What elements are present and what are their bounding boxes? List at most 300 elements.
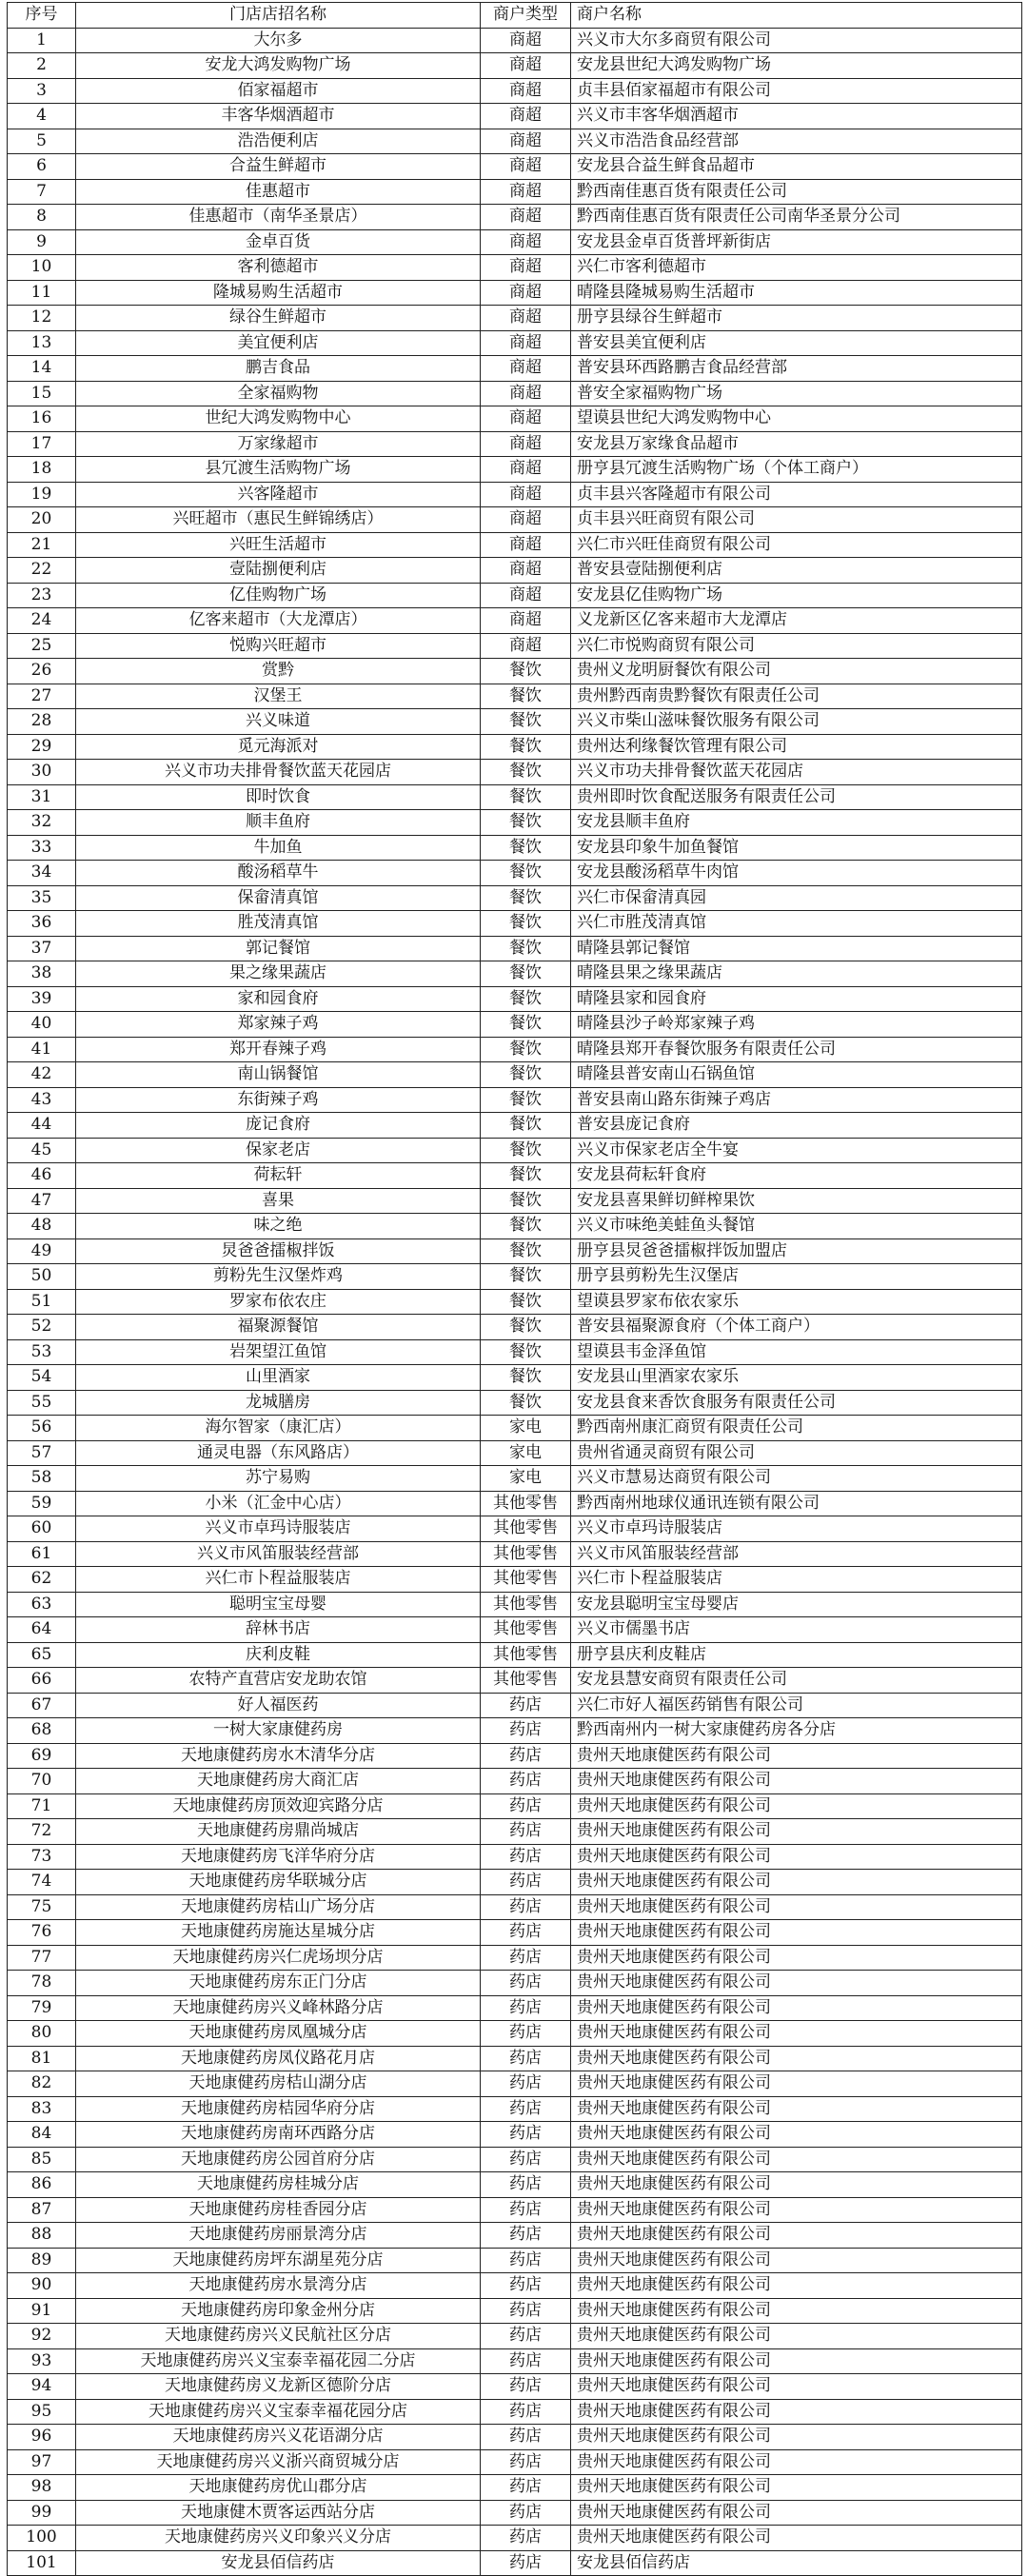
table-row bbox=[8, 1769, 1022, 1794]
store-sign-name: 大尔多 bbox=[76, 28, 481, 53]
row-index: 32 bbox=[8, 810, 76, 836]
merchant-type: 药店 bbox=[481, 2273, 571, 2299]
store-sign-name: 鹏吉食品 bbox=[76, 356, 481, 382]
store-sign-name: 郑开春辣子鸡 bbox=[76, 1037, 481, 1062]
store-sign-name: 合益生鲜超市 bbox=[76, 154, 481, 180]
store-sign-name: 剪粉先生汉堡炸鸡 bbox=[76, 1264, 481, 1290]
row-index: 14 bbox=[8, 356, 76, 382]
store-sign-name: 浩浩便利店 bbox=[76, 129, 481, 154]
table-row bbox=[8, 457, 1022, 483]
store-sign-name: 赏黔 bbox=[76, 659, 481, 684]
merchant-name: 兴义市卓玛诗服装店 bbox=[571, 1516, 1022, 1542]
table-row bbox=[8, 1466, 1022, 1492]
merchant-type: 其他零售 bbox=[481, 1592, 571, 1617]
table-row bbox=[8, 532, 1022, 558]
store-sign-name: 通灵电器（东风路店） bbox=[76, 1440, 481, 1466]
table-header-row bbox=[8, 3, 1022, 29]
table-row bbox=[8, 2172, 1022, 2198]
store-sign-name: 天地康健药房桔山广场分店 bbox=[76, 1894, 481, 1920]
row-index: 48 bbox=[8, 1214, 76, 1239]
row-index: 76 bbox=[8, 1920, 76, 1946]
merchant-type: 药店 bbox=[481, 2374, 571, 2400]
merchant-type: 商超 bbox=[481, 179, 571, 205]
row-index: 88 bbox=[8, 2223, 76, 2249]
table-row bbox=[8, 229, 1022, 255]
row-index: 61 bbox=[8, 1541, 76, 1567]
merchant-type: 餐饮 bbox=[481, 684, 571, 709]
table-row bbox=[8, 1188, 1022, 1214]
merchant-name: 望谟县韦金泽鱼馆 bbox=[571, 1339, 1022, 1365]
merchant-type: 药店 bbox=[481, 2147, 571, 2172]
row-index: 82 bbox=[8, 2071, 76, 2097]
table-row bbox=[8, 861, 1022, 886]
merchant-type: 餐饮 bbox=[481, 911, 571, 937]
merchant-type: 药店 bbox=[481, 1769, 571, 1794]
row-index: 4 bbox=[8, 104, 76, 129]
table-row bbox=[8, 381, 1022, 406]
merchant-name: 贵州天地康健医药有限公司 bbox=[571, 1995, 1022, 2021]
merchant-type: 药店 bbox=[481, 1945, 571, 1971]
merchant-type: 药店 bbox=[481, 2500, 571, 2526]
store-sign-name: 兴仁市卜程益服装店 bbox=[76, 1567, 481, 1593]
store-sign-name: 兴义市卓玛诗服装店 bbox=[76, 1516, 481, 1542]
table-row bbox=[8, 1138, 1022, 1163]
merchant-type: 餐饮 bbox=[481, 835, 571, 861]
table-row bbox=[8, 2348, 1022, 2374]
table-row bbox=[8, 431, 1022, 457]
row-index: 94 bbox=[8, 2374, 76, 2400]
store-sign-name: 亿佳购物广场 bbox=[76, 583, 481, 608]
merchant-type: 其他零售 bbox=[481, 1617, 571, 1643]
row-index: 18 bbox=[8, 457, 76, 483]
table-row bbox=[8, 1390, 1022, 1416]
merchant-name: 兴仁市胜茂清真馆 bbox=[571, 911, 1022, 937]
merchant-name: 安龙县金卓百货普坪新街店 bbox=[571, 229, 1022, 255]
merchant-name: 兴义市味绝美蛙鱼头餐馆 bbox=[571, 1214, 1022, 1239]
merchant-name: 贵州天地康健医药有限公司 bbox=[571, 2399, 1022, 2425]
table-row bbox=[8, 1945, 1022, 1971]
header-store-sign-name: 门店店招名称 bbox=[76, 3, 481, 29]
store-sign-name: 天地康健药房施达星城分店 bbox=[76, 1920, 481, 1946]
row-index: 90 bbox=[8, 2273, 76, 2299]
table-row bbox=[8, 583, 1022, 608]
table-row bbox=[8, 2223, 1022, 2249]
row-index: 2 bbox=[8, 53, 76, 79]
merchant-type: 餐饮 bbox=[481, 1390, 571, 1416]
table-row bbox=[8, 1440, 1022, 1466]
merchant-name: 晴隆县隆城易购生活超市 bbox=[571, 280, 1022, 306]
merchant-name: 兴义市慧易达商贸有限公司 bbox=[571, 1466, 1022, 1492]
merchant-name: 贞丰县兴客隆超市有限公司 bbox=[571, 482, 1022, 507]
store-sign-name: 绿谷生鲜超市 bbox=[76, 306, 481, 331]
merchant-name: 贵州天地康健医药有限公司 bbox=[571, 1844, 1022, 1870]
merchant-type: 餐饮 bbox=[481, 1087, 571, 1113]
merchant-name: 望谟县罗家布依农家乐 bbox=[571, 1289, 1022, 1315]
table-row bbox=[8, 1365, 1022, 1391]
store-sign-name: 佳惠超市（南华圣景店） bbox=[76, 205, 481, 230]
row-index: 91 bbox=[8, 2298, 76, 2324]
merchant-name: 兴仁市客利德超市 bbox=[571, 255, 1022, 281]
row-index: 69 bbox=[8, 1743, 76, 1769]
row-index: 63 bbox=[8, 1592, 76, 1617]
store-sign-name: 壹陆捌便利店 bbox=[76, 558, 481, 584]
store-sign-name: 天地康健木贾客运西站分店 bbox=[76, 2500, 481, 2526]
merchant-name: 贵州天地康健医药有限公司 bbox=[571, 1945, 1022, 1971]
table-row bbox=[8, 1037, 1022, 1062]
merchant-type: 药店 bbox=[481, 2248, 571, 2273]
merchant-name: 晴隆县家和园食府 bbox=[571, 986, 1022, 1012]
merchant-name: 黔西南州地球仪通讯连锁有限公司 bbox=[571, 1491, 1022, 1516]
merchant-type: 商超 bbox=[481, 28, 571, 53]
merchant-name: 贵州天地康健医药有限公司 bbox=[571, 2526, 1022, 2551]
store-sign-name: 天地康健药房凤仪路花月店 bbox=[76, 2046, 481, 2071]
row-index: 13 bbox=[8, 330, 76, 356]
row-index: 21 bbox=[8, 532, 76, 558]
merchant-type: 药店 bbox=[481, 1844, 571, 1870]
merchant-name: 普安全家福购物广场 bbox=[571, 381, 1022, 406]
table-row bbox=[8, 2425, 1022, 2450]
store-sign-name: 全家福购物 bbox=[76, 381, 481, 406]
merchant-type: 餐饮 bbox=[481, 1138, 571, 1163]
merchant-name: 安龙县合益生鲜食品超市 bbox=[571, 154, 1022, 180]
merchant-type: 家电 bbox=[481, 1416, 571, 1441]
merchant-table bbox=[7, 2, 1022, 2576]
store-sign-name: 天地康健药房印象金州分店 bbox=[76, 2298, 481, 2324]
merchant-name: 贵州天地康健医药有限公司 bbox=[571, 2046, 1022, 2071]
store-sign-name: 山里酒家 bbox=[76, 1365, 481, 1391]
merchant-type: 商超 bbox=[481, 482, 571, 507]
merchant-type: 药店 bbox=[481, 1743, 571, 1769]
store-sign-name: 即时饮食 bbox=[76, 784, 481, 810]
store-sign-name: 果之缘果蔬店 bbox=[76, 961, 481, 987]
table-row bbox=[8, 2324, 1022, 2349]
store-sign-name: 罗家布依农庄 bbox=[76, 1289, 481, 1315]
store-sign-name: 安龙县佰信药店 bbox=[76, 2550, 481, 2576]
row-index: 97 bbox=[8, 2449, 76, 2475]
store-sign-name: 天地康健药房凤凰城分店 bbox=[76, 2021, 481, 2047]
merchant-type: 药店 bbox=[481, 2197, 571, 2223]
merchant-type: 药店 bbox=[481, 1870, 571, 1895]
store-sign-name: 味之绝 bbox=[76, 1214, 481, 1239]
merchant-type: 药店 bbox=[481, 2122, 571, 2148]
merchant-type: 餐饮 bbox=[481, 1289, 571, 1315]
store-sign-name: 天地康健药房兴仁虎场坝分店 bbox=[76, 1945, 481, 1971]
store-sign-name: 牛加鱼 bbox=[76, 835, 481, 861]
merchant-name: 贵州天地康健医药有限公司 bbox=[571, 1793, 1022, 1819]
merchant-name: 贵州天地康健医药有限公司 bbox=[571, 2248, 1022, 2273]
row-index: 28 bbox=[8, 709, 76, 735]
store-sign-name: 小米（汇金中心店） bbox=[76, 1491, 481, 1516]
row-index: 52 bbox=[8, 1315, 76, 1340]
row-index: 83 bbox=[8, 2096, 76, 2122]
row-index: 40 bbox=[8, 1012, 76, 1038]
store-sign-name: 喜果 bbox=[76, 1188, 481, 1214]
merchant-name: 贵州天地康健医药有限公司 bbox=[571, 2475, 1022, 2501]
row-index: 46 bbox=[8, 1163, 76, 1189]
store-sign-name: 荷耘轩 bbox=[76, 1163, 481, 1189]
merchant-type: 商超 bbox=[481, 608, 571, 634]
table-row bbox=[8, 1087, 1022, 1113]
merchant-name: 黔西南佳惠百货有限责任公司 bbox=[571, 179, 1022, 205]
store-sign-name: 天地康健药房东正门分店 bbox=[76, 1971, 481, 1996]
store-sign-name: 天地康健药房桔山湖分店 bbox=[76, 2071, 481, 2097]
row-index: 35 bbox=[8, 885, 76, 911]
merchant-type: 家电 bbox=[481, 1440, 571, 1466]
row-index: 81 bbox=[8, 2046, 76, 2071]
row-index: 54 bbox=[8, 1365, 76, 1391]
merchant-type: 商超 bbox=[481, 457, 571, 483]
merchant-type: 药店 bbox=[481, 1693, 571, 1718]
row-index: 11 bbox=[8, 280, 76, 306]
row-index: 101 bbox=[8, 2550, 76, 2576]
merchant-type: 餐饮 bbox=[481, 659, 571, 684]
merchant-name: 安龙县喜果鲜切鲜榨果饮 bbox=[571, 1188, 1022, 1214]
row-index: 70 bbox=[8, 1769, 76, 1794]
store-sign-name: 天地康健药房坪东湖星苑分店 bbox=[76, 2248, 481, 2273]
store-sign-name: 天地康健药房兴义浙兴商贸城分店 bbox=[76, 2449, 481, 2475]
merchant-type: 餐饮 bbox=[481, 1315, 571, 1340]
table-row bbox=[8, 1339, 1022, 1365]
merchant-name: 兴义市大尔多商贸有限公司 bbox=[571, 28, 1022, 53]
table-row bbox=[8, 1567, 1022, 1593]
table-row bbox=[8, 1062, 1022, 1088]
merchant-name: 兴义市浩浩食品经营部 bbox=[571, 129, 1022, 154]
table-row bbox=[8, 1238, 1022, 1264]
merchant-name: 安龙县佰信药店 bbox=[571, 2550, 1022, 2576]
merchant-type: 药店 bbox=[481, 2475, 571, 2501]
table-row bbox=[8, 78, 1022, 104]
table-row bbox=[8, 911, 1022, 937]
merchant-type: 商超 bbox=[481, 633, 571, 659]
store-sign-name: 东街辣子鸡 bbox=[76, 1087, 481, 1113]
merchant-name: 贵州义龙明厨餐饮有限公司 bbox=[571, 659, 1022, 684]
merchant-type: 餐饮 bbox=[481, 885, 571, 911]
row-index: 49 bbox=[8, 1238, 76, 1264]
row-index: 67 bbox=[8, 1693, 76, 1718]
merchant-type: 商超 bbox=[481, 129, 571, 154]
merchant-name: 普安县壹陆捌便利店 bbox=[571, 558, 1022, 584]
merchant-name: 兴义市儒墨书店 bbox=[571, 1617, 1022, 1643]
row-index: 74 bbox=[8, 1870, 76, 1895]
store-sign-name: 天地康健药房华联城分店 bbox=[76, 1870, 481, 1895]
merchant-type: 餐饮 bbox=[481, 1012, 571, 1038]
row-index: 45 bbox=[8, 1138, 76, 1163]
merchant-type: 药店 bbox=[481, 1995, 571, 2021]
store-sign-name: 悦购兴旺超市 bbox=[76, 633, 481, 659]
table-row bbox=[8, 2449, 1022, 2475]
row-index: 58 bbox=[8, 1466, 76, 1492]
merchant-name: 贵州天地康健医药有限公司 bbox=[571, 2071, 1022, 2097]
table-row bbox=[8, 1012, 1022, 1038]
table-row bbox=[8, 1793, 1022, 1819]
table-row bbox=[8, 2273, 1022, 2299]
store-sign-name: 佳惠超市 bbox=[76, 179, 481, 205]
row-index: 8 bbox=[8, 205, 76, 230]
merchant-type: 商超 bbox=[481, 280, 571, 306]
row-index: 96 bbox=[8, 2425, 76, 2450]
merchant-type: 餐饮 bbox=[481, 760, 571, 785]
table-row bbox=[8, 936, 1022, 961]
row-index: 23 bbox=[8, 583, 76, 608]
merchant-type: 药店 bbox=[481, 1920, 571, 1946]
store-sign-name: 天地康健药房水景湾分店 bbox=[76, 2273, 481, 2299]
merchant-type: 药店 bbox=[481, 2021, 571, 2047]
table-row bbox=[8, 1642, 1022, 1668]
store-sign-name: 天地康健药房鼎尚城店 bbox=[76, 1819, 481, 1845]
store-sign-name: 天地康健药房兴义民航社区分店 bbox=[76, 2324, 481, 2349]
table-row bbox=[8, 2399, 1022, 2425]
row-index: 29 bbox=[8, 734, 76, 760]
table-row bbox=[8, 885, 1022, 911]
merchant-type: 商超 bbox=[481, 356, 571, 382]
merchant-name: 安龙县万家缘食品超市 bbox=[571, 431, 1022, 457]
store-sign-name: 兴义市风笛服装经营部 bbox=[76, 1541, 481, 1567]
merchant-name: 贵州天地康健医药有限公司 bbox=[571, 2021, 1022, 2047]
row-index: 39 bbox=[8, 986, 76, 1012]
store-sign-name: 兴旺超市（惠民生鲜锦绣店） bbox=[76, 507, 481, 533]
row-index: 100 bbox=[8, 2526, 76, 2551]
merchant-type: 商超 bbox=[481, 507, 571, 533]
row-index: 15 bbox=[8, 381, 76, 406]
merchant-type: 餐饮 bbox=[481, 1037, 571, 1062]
row-index: 73 bbox=[8, 1844, 76, 1870]
store-sign-name: 天地康健药房兴义宝泰幸福花园分店 bbox=[76, 2399, 481, 2425]
merchant-type: 药店 bbox=[481, 1819, 571, 1845]
table-row bbox=[8, 1718, 1022, 1744]
row-index: 5 bbox=[8, 129, 76, 154]
merchant-name: 安龙县顺丰鱼府 bbox=[571, 810, 1022, 836]
merchant-name: 普安县环西路鹏吉食品经营部 bbox=[571, 356, 1022, 382]
merchant-name: 普安县庞记食府 bbox=[571, 1113, 1022, 1139]
merchant-name: 安龙县荷耘轩食府 bbox=[571, 1163, 1022, 1189]
merchant-name: 安龙县亿佳购物广场 bbox=[571, 583, 1022, 608]
row-index: 60 bbox=[8, 1516, 76, 1542]
store-sign-name: 安龙大鸿发购物广场 bbox=[76, 53, 481, 79]
row-index: 99 bbox=[8, 2500, 76, 2526]
row-index: 27 bbox=[8, 684, 76, 709]
store-sign-name: 辞林书店 bbox=[76, 1617, 481, 1643]
table-row bbox=[8, 558, 1022, 584]
row-index: 78 bbox=[8, 1971, 76, 1996]
table-row bbox=[8, 2248, 1022, 2273]
table-row bbox=[8, 2147, 1022, 2172]
store-sign-name: 苏宁易购 bbox=[76, 1466, 481, 1492]
table-row bbox=[8, 205, 1022, 230]
header-merchant-type: 商户类型 bbox=[481, 3, 571, 29]
row-index: 56 bbox=[8, 1416, 76, 1441]
merchant-name: 贵州天地康健医药有限公司 bbox=[571, 2096, 1022, 2122]
store-sign-name: 海尔智家（康汇店） bbox=[76, 1416, 481, 1441]
table-body bbox=[8, 28, 1022, 2576]
row-index: 1 bbox=[8, 28, 76, 53]
store-sign-name: 美宜便利店 bbox=[76, 330, 481, 356]
row-index: 84 bbox=[8, 2122, 76, 2148]
store-sign-name: 福聚源餐馆 bbox=[76, 1315, 481, 1340]
store-sign-name: 岩架望江鱼馆 bbox=[76, 1339, 481, 1365]
merchant-name: 贵州天地康健医药有限公司 bbox=[571, 1971, 1022, 1996]
row-index: 25 bbox=[8, 633, 76, 659]
table-row bbox=[8, 1491, 1022, 1516]
row-index: 3 bbox=[8, 78, 76, 104]
merchant-type: 商超 bbox=[481, 431, 571, 457]
row-index: 53 bbox=[8, 1339, 76, 1365]
store-sign-name: 天地康健药房飞洋华府分店 bbox=[76, 1844, 481, 1870]
merchant-name: 黔西南佳惠百货有限责任公司南华圣景分公司 bbox=[571, 205, 1022, 230]
merchant-type: 药店 bbox=[481, 2096, 571, 2122]
merchant-type: 餐饮 bbox=[481, 1163, 571, 1189]
merchant-name: 贵州天地康健医药有限公司 bbox=[571, 1920, 1022, 1946]
merchant-name: 贵州天地康健医药有限公司 bbox=[571, 2500, 1022, 2526]
merchant-type: 其他零售 bbox=[481, 1491, 571, 1516]
merchant-name: 贵州天地康健医药有限公司 bbox=[571, 2122, 1022, 2148]
merchant-type: 家电 bbox=[481, 1466, 571, 1492]
merchant-type: 药店 bbox=[481, 2550, 571, 2576]
table-row bbox=[8, 2475, 1022, 2501]
store-sign-name: 天地康健药房南环西路分店 bbox=[76, 2122, 481, 2148]
table-row bbox=[8, 1163, 1022, 1189]
merchant-type: 药店 bbox=[481, 2425, 571, 2450]
table-row bbox=[8, 1743, 1022, 1769]
merchant-name: 贞丰县兴旺商贸有限公司 bbox=[571, 507, 1022, 533]
merchant-name: 晴隆县果之缘果蔬店 bbox=[571, 961, 1022, 987]
store-sign-name: 世纪大鸿发购物中心 bbox=[76, 406, 481, 432]
merchant-name: 贵州天地康健医药有限公司 bbox=[571, 2298, 1022, 2324]
merchant-name: 贵州天地康健医药有限公司 bbox=[571, 1894, 1022, 1920]
row-index: 57 bbox=[8, 1440, 76, 1466]
store-sign-name: 天地康健药房兴义花语湖分店 bbox=[76, 2425, 481, 2450]
merchant-name: 安龙县聪明宝宝母婴店 bbox=[571, 1592, 1022, 1617]
row-index: 80 bbox=[8, 2021, 76, 2047]
row-index: 26 bbox=[8, 659, 76, 684]
merchant-type: 药店 bbox=[481, 2172, 571, 2198]
store-sign-name: 天地康健药房顶效迎宾路分店 bbox=[76, 1793, 481, 1819]
table-row bbox=[8, 633, 1022, 659]
merchant-name: 贵州省通灵商贸有限公司 bbox=[571, 1440, 1022, 1466]
store-sign-name: 龙城膳房 bbox=[76, 1390, 481, 1416]
store-sign-name: 兴旺生活超市 bbox=[76, 532, 481, 558]
row-index: 37 bbox=[8, 936, 76, 961]
store-sign-name: 天地康健药房兴义宝泰幸福花园二分店 bbox=[76, 2348, 481, 2374]
merchant-type: 商超 bbox=[481, 406, 571, 432]
merchant-name: 黔西南州康汇商贸有限责任公司 bbox=[571, 1416, 1022, 1441]
table-row bbox=[8, 1617, 1022, 1643]
row-index: 30 bbox=[8, 760, 76, 785]
row-index: 20 bbox=[8, 507, 76, 533]
merchant-name: 贵州天地康健医药有限公司 bbox=[571, 2425, 1022, 2450]
table-row bbox=[8, 810, 1022, 836]
store-sign-name: 金卓百货 bbox=[76, 229, 481, 255]
merchant-type: 药店 bbox=[481, 2526, 571, 2551]
merchant-type: 其他零售 bbox=[481, 1567, 571, 1593]
table-row bbox=[8, 330, 1022, 356]
merchant-name: 普安县美宜便利店 bbox=[571, 330, 1022, 356]
table-row bbox=[8, 1315, 1022, 1340]
merchant-type: 商超 bbox=[481, 229, 571, 255]
store-sign-name: 保家老店 bbox=[76, 1138, 481, 1163]
store-sign-name: 庞记食府 bbox=[76, 1113, 481, 1139]
merchant-type: 商超 bbox=[481, 205, 571, 230]
store-sign-name: 天地康健药房水木清华分店 bbox=[76, 1743, 481, 1769]
merchant-name: 贵州天地康健医药有限公司 bbox=[571, 1819, 1022, 1845]
store-sign-name: 一树大家康健药房 bbox=[76, 1718, 481, 1744]
store-sign-name: 炅爸爸擂椒拌饭 bbox=[76, 1238, 481, 1264]
store-sign-name: 保畲清真馆 bbox=[76, 885, 481, 911]
row-index: 44 bbox=[8, 1113, 76, 1139]
row-index: 50 bbox=[8, 1264, 76, 1290]
table-row bbox=[8, 1971, 1022, 1996]
merchant-name: 贵州天地康健医药有限公司 bbox=[571, 2197, 1022, 2223]
table-row bbox=[8, 734, 1022, 760]
